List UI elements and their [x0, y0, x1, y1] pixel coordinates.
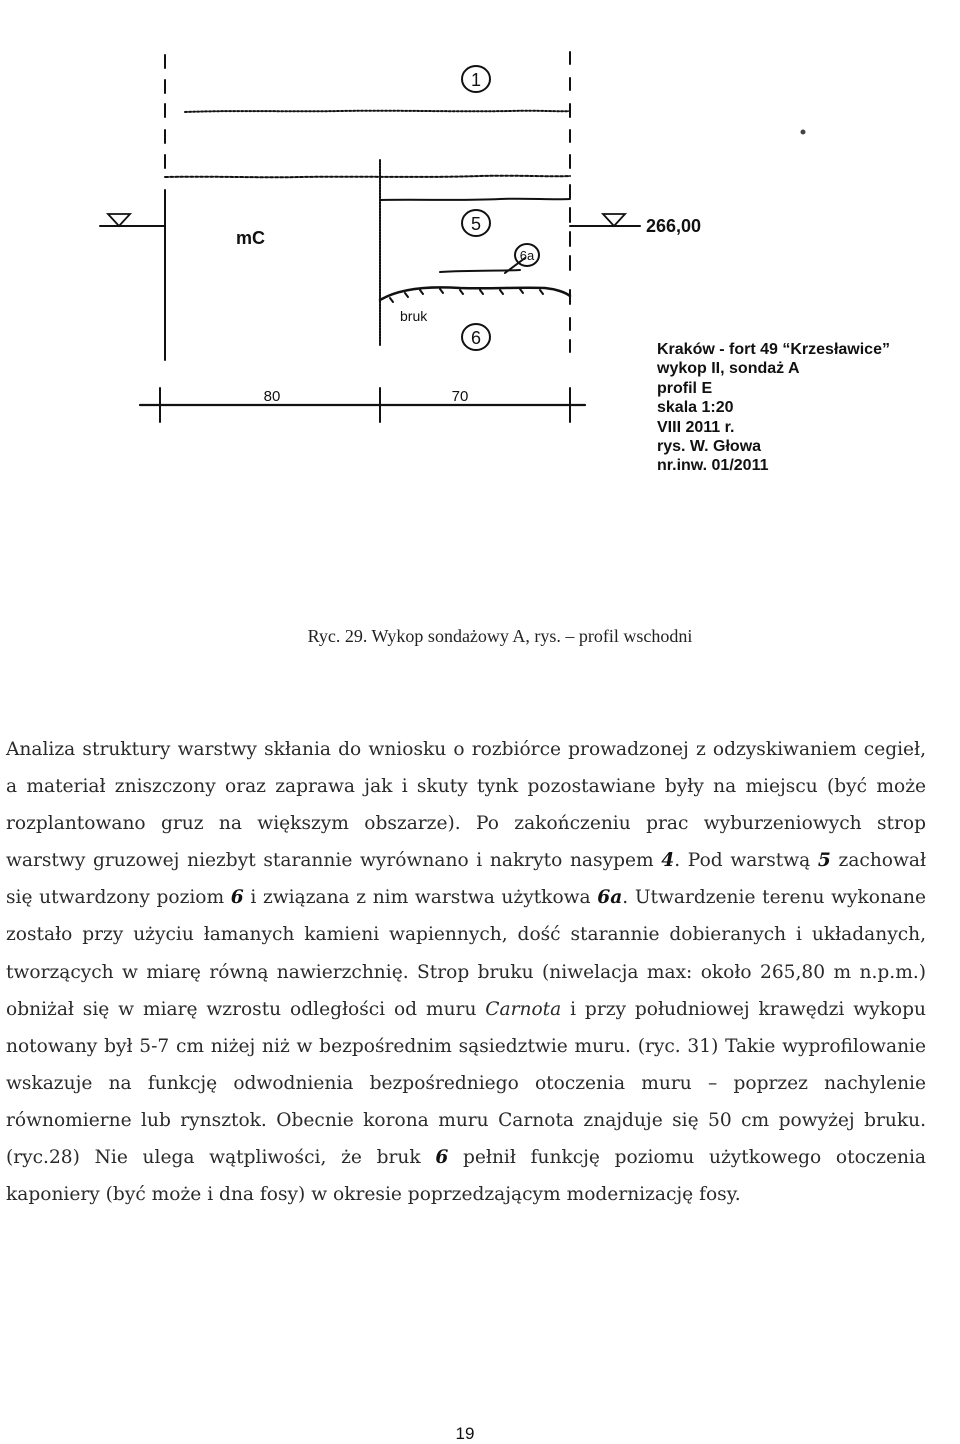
legend-line: rys. W. Głowa: [657, 438, 762, 456]
speck-mark: [801, 130, 806, 135]
legend-line: VIII 2011 r.: [657, 418, 735, 436]
layer-ref: 4: [661, 850, 675, 872]
label-dimension-right: 70: [451, 388, 469, 405]
text-run: pełnił funkcję poziomu użytkowego otoczenia kaponiery (być może i dna fosy) w okresie poprzedzającym modernizację fosy.: [6, 1147, 926, 1206]
layer-ref: 6a: [597, 887, 623, 909]
text-run: i związana z nim warstwa użytkowa: [243, 887, 598, 909]
body-paragraph: [6, 731, 926, 1213]
legend-line: skala 1:20: [657, 399, 734, 417]
label-layer-1: 1: [470, 70, 482, 90]
legend-line: profil E: [657, 379, 713, 397]
legend-line: Kraków - fort 49 “Krzesławice”: [657, 341, 890, 358]
text-run: zachował się utwardzony poziom: [6, 850, 927, 909]
layer-ref: 6: [435, 1147, 449, 1169]
text-run: . Pod warstwą: [674, 850, 818, 872]
label-dimension-left: 80: [263, 388, 281, 405]
layer-ref: 6: [230, 887, 244, 909]
label-bruk: bruk: [400, 308, 428, 324]
drawing-legend: [657, 340, 890, 476]
text-run: i przy południowej krawędzi wykopu notowany był 5-7 cm niżej niż w bezpośrednim sąsiedztwie muru. (ryc. 31) Takie wyprofilowanie wskazuje na funkcję odwodnienia bezpośredniego otoczenia muru – poprzez nachylenie równomierne lub rynsztok. Obecnie korona muru Carnota znajduje się 50 cm powyżej bruku. (ryc.28) Nie ulega wątpliwości, że bruk: [6, 998, 926, 1169]
layer-ref: 5: [817, 850, 831, 872]
legend-line: wykop II, sondaż A: [657, 360, 800, 378]
profile-drawing: [0, 0, 960, 600]
text-run: . Utwardzenie terenu wykonane zostało przy użyciu łamanych kamieni wapiennych, dość starannie dobieranych i układanych, tworzących w miarę równą nawierzchnię. Strop bruku (niwelacja max: około 265,80 m n.p.m.) obniżał się w miarę wzrostu odległości od muru: [6, 887, 926, 1020]
legend-line: nr.inw. 01/2011: [657, 457, 769, 475]
label-mc: mC: [236, 228, 266, 248]
italic-term: Carnota: [485, 998, 562, 1020]
text-run: Analiza struktury warstwy skłania do wniosku o rozbiórce prowadzonej z odzyskiwaniem cegieł, a materiał zniszczony oraz zaprawa jak i skuty tynk pozostawiane były na miejscu (być może rozplantowano gruz na większym obszarze). Po zakończeniu prac wyburzeniowych strop warstwy gruzowej niezbyt starannie wyrównano i nakryto nasypem: [6, 739, 926, 872]
page-number: 19: [455, 1424, 475, 1443]
label-layer-6a: 6a: [519, 248, 535, 263]
figure-caption: Ryc. 29. Wykop sondażowy A, rys. – profil wschodni: [307, 626, 693, 646]
label-elevation: 266,00: [646, 216, 702, 236]
label-layer-6: 6: [470, 328, 482, 348]
label-layer-5: 5: [470, 214, 482, 234]
